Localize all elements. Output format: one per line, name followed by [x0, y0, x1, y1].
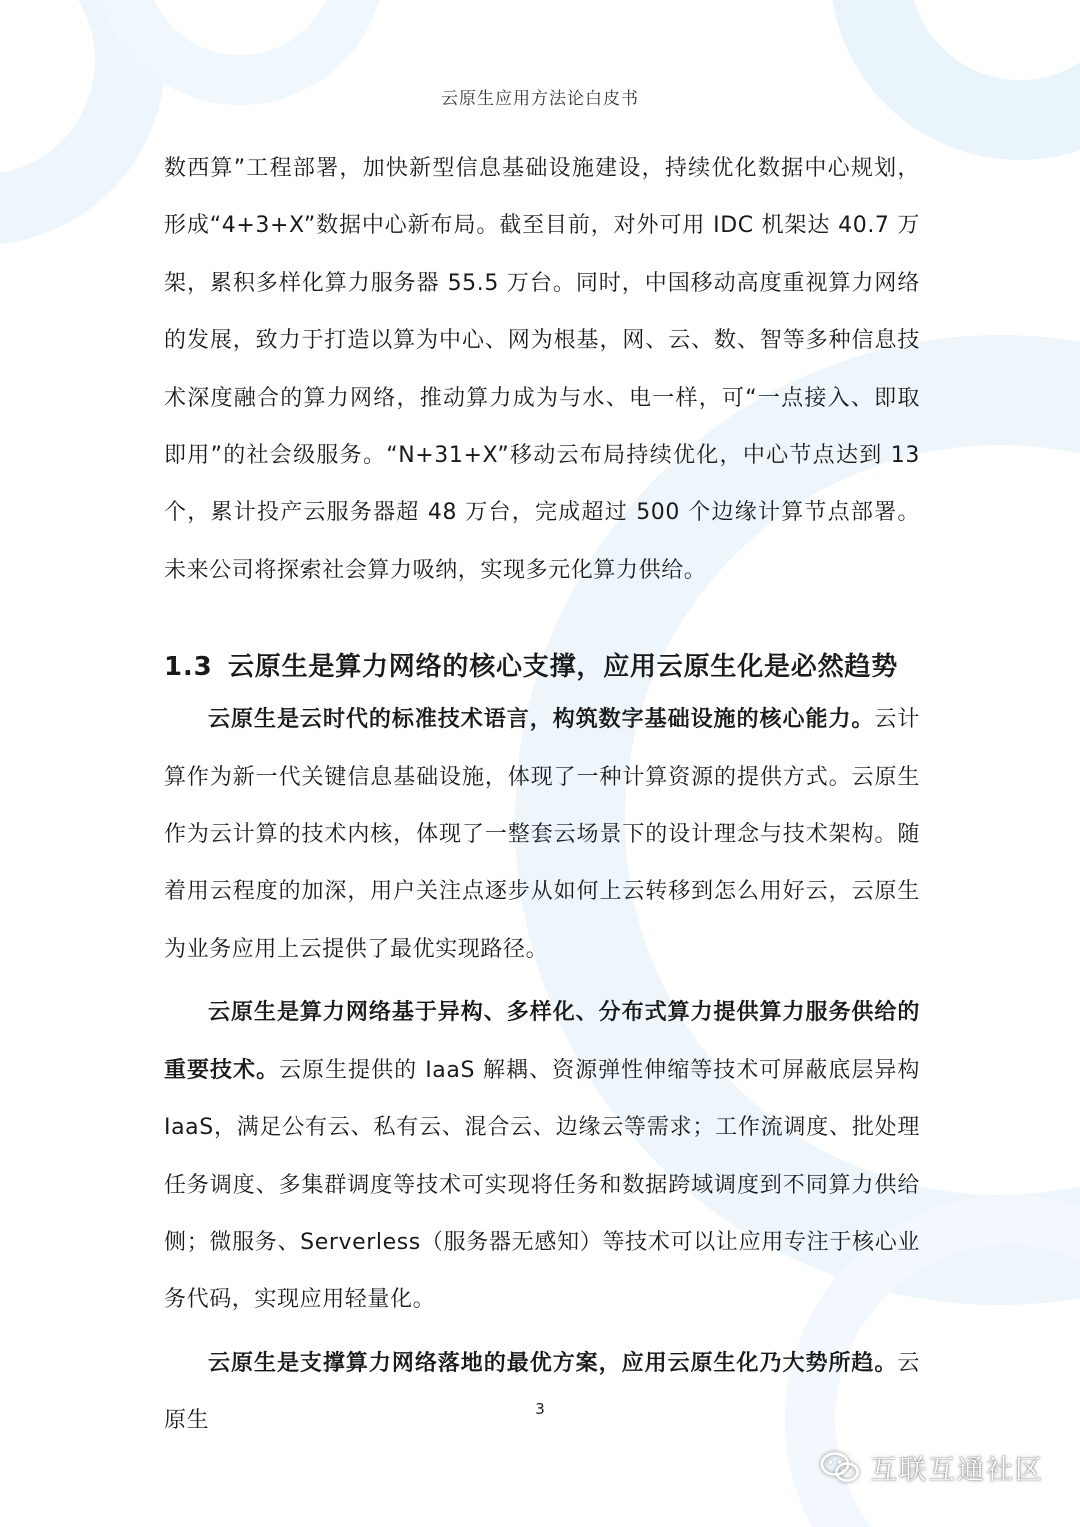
watermark-text: 互联互通社区	[870, 1455, 1044, 1486]
running-header: 云原生应用方法论白皮书	[441, 89, 639, 109]
paragraph-1-lead: 云原生是云时代的标准技术语言，构筑数字基础设施的核心能力。	[208, 707, 875, 733]
section-title: 云原生是算力网络的核心支撑，应用云原生化是必然趋势	[228, 652, 899, 683]
section-heading	[164, 643, 920, 691]
paragraph-2-text: 云原生提供的 IaaS 解耦、资源弹性伸缩等技术可屏蔽底层异构 IaaS，满足公有云、私有云、混合云、边缘云等需求；工作流调度、批处理任务调度、多集群调度等技术可实现将任务和数据跨域调度到不同算力供给侧；微服务、Serverless（服务器无感知）等技术可以让应用专注于核心业务代码，实现应用轻量化。	[164, 1057, 920, 1313]
paragraph-3	[164, 1335, 920, 1450]
body-text	[164, 140, 920, 1450]
section-number: 1.3	[164, 652, 213, 683]
wechat-icon	[820, 1451, 860, 1485]
paragraph-continued: 数西算”工程部署，加快新型信息基础设施建设，持续优化数据中心规划，形成“4+3+X”数据中心新布局。截至目前，对外可用 IDC 机架达 40.7 万架，累积多样化算力服务器 55.5 万台。同时，中国移动高度重视算力网络的发展，致力于打造以算为中心、网为根基，网、云、数、智等多种信息技术深度融合的算力网络，推动算力成为与水、电一样，可“一点接入、即取即用”的社会级服务。“N+31+X”移动云布局持续优化，中心节点达到 13 个，累计投产云服务器超 48 万台，完成超过 500 个边缘计算节点部署。未来公司将探索社会算力吸纳，实现多元化算力供给。	[164, 156, 920, 583]
paragraph-3-lead: 云原生是支撑算力网络落地的最优方案，应用云原生化乃大势所趋。	[208, 1350, 898, 1376]
page-number: 3	[535, 1400, 545, 1418]
paragraph-1	[164, 691, 920, 978]
watermark	[820, 1448, 1044, 1487]
paragraph-2-lead: 云原生是算力网络基于异构、多样化、分布式算力提供算力服务供给的重要技术。	[164, 1000, 920, 1083]
paragraph-1-text: 云计算作为新一代关键信息基础设施，体现了一种计算资源的提供方式。云原生作为云计算的技术内核，体现了一整套云场景下的设计理念与技术架构。随着用云程度的加深，用户关注点逐步从如何上云转移到怎么用好云，云原生为业务应用上云提供了最优实现路径。	[164, 707, 921, 962]
paragraph-2	[164, 984, 920, 1328]
paragraph-3-text: 云原生	[164, 1350, 920, 1434]
